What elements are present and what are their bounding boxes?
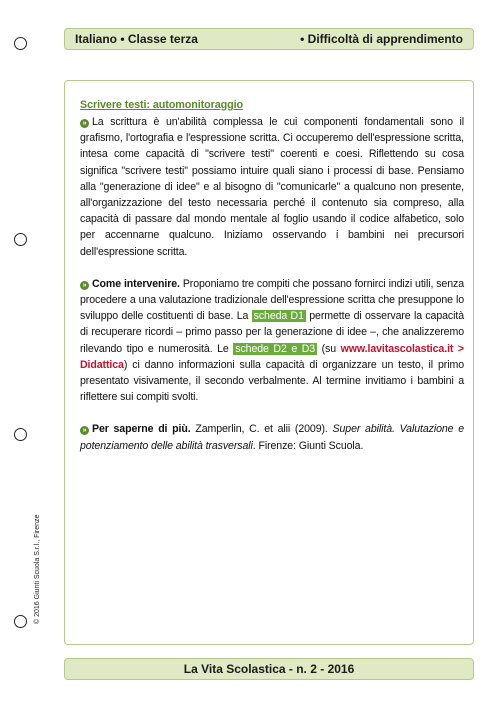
book-title: Super abilità. Valutazione e potenziamento delle abilità trasversali — [80, 423, 464, 452]
copyright-notice: © 2016 Giunti Scuola S.r.l., Firenze — [34, 514, 41, 624]
text-segment: ) ci danno informazioni sulla capacità di organizzare un testo, il primo presentato visivamente, il secondo verbalmente. Al termine invitiamo i bambini a riflettere sui compiti svolti. — [80, 358, 464, 404]
paragraph-come-intervenire — [80, 276, 464, 406]
binder-hole-4 — [14, 615, 27, 628]
paragraph-intro — [80, 114, 464, 260]
schede-d2-d3-tag[interactable]: schede D2 e D3 — [235, 342, 316, 355]
per-saperne-lead: Per saperne di più. — [92, 423, 191, 436]
text-segment: . Firenze: Giunti Scuola. — [252, 439, 364, 452]
page-footer — [64, 658, 474, 680]
bullet-icon: » — [80, 426, 89, 435]
header-subject: Italiano • Classe terza — [75, 32, 198, 46]
header-topic: • Difficoltà di apprendimento — [300, 32, 463, 46]
come-intervenire-lead: Come intervenire. — [92, 277, 180, 290]
article-body — [80, 98, 464, 470]
binder-hole-1 — [14, 37, 27, 50]
footer-text: La Vita Scolastica - n. 2 - 2016 — [183, 662, 355, 676]
text-segment: permette di osservare la capacità di recuperare ricordi – primo passo per la generazione di idee –, che analizzeremo rilevando tipo e numerosità. Le — [80, 310, 464, 355]
binder-hole-2 — [14, 233, 27, 246]
section-title: Scrivere testi: automonitoraggio — [80, 99, 243, 111]
scheda-d1-tag[interactable]: scheda D1 — [253, 310, 304, 323]
page-header — [64, 28, 474, 50]
paragraph-per-saperne — [80, 421, 464, 453]
bullet-icon: » — [80, 281, 89, 290]
website-link[interactable]: www.lavitascolastica.it > Didattica — [80, 342, 464, 371]
bullet-icon: » — [80, 119, 89, 128]
text-segment: Proponiamo tre compiti che possano fornirci indizi utili, senza procedere a una valutazione tradizionale dell'espressione scritta che presuppone lo sviluppo delle costituenti di base. La — [80, 277, 464, 323]
text-segment: Zamperlin, C. et alii (2009). — [190, 423, 333, 436]
intro-text: La scrittura è un'abilità complessa le cui componenti fondamentali sono il grafismo, l'ortografia e l'espressione scritta. Ci occuperemo dell'espressione scritta, intesa come capacità di "scrivere testi" coerenti e coesi. Riflettendo su cosa significa "scrivere testi" possiamo intuire quali siano i processi di base. Pensiamo alla "generazione di idee" e al bisogno di "comunicarle" a qualcuno non presente, all'organizzazione del testo necessaria perché il contenuto sia compreso, alla capacità di passare dal mondo mentale al foglio usando il codice alfabetico, solo per accennarne qualcuno. Iniziamo osservando i bambini nei precursori dell'espressione scritta. — [80, 116, 464, 258]
binder-hole-3 — [14, 428, 27, 441]
text-segment: (su — [317, 342, 341, 355]
